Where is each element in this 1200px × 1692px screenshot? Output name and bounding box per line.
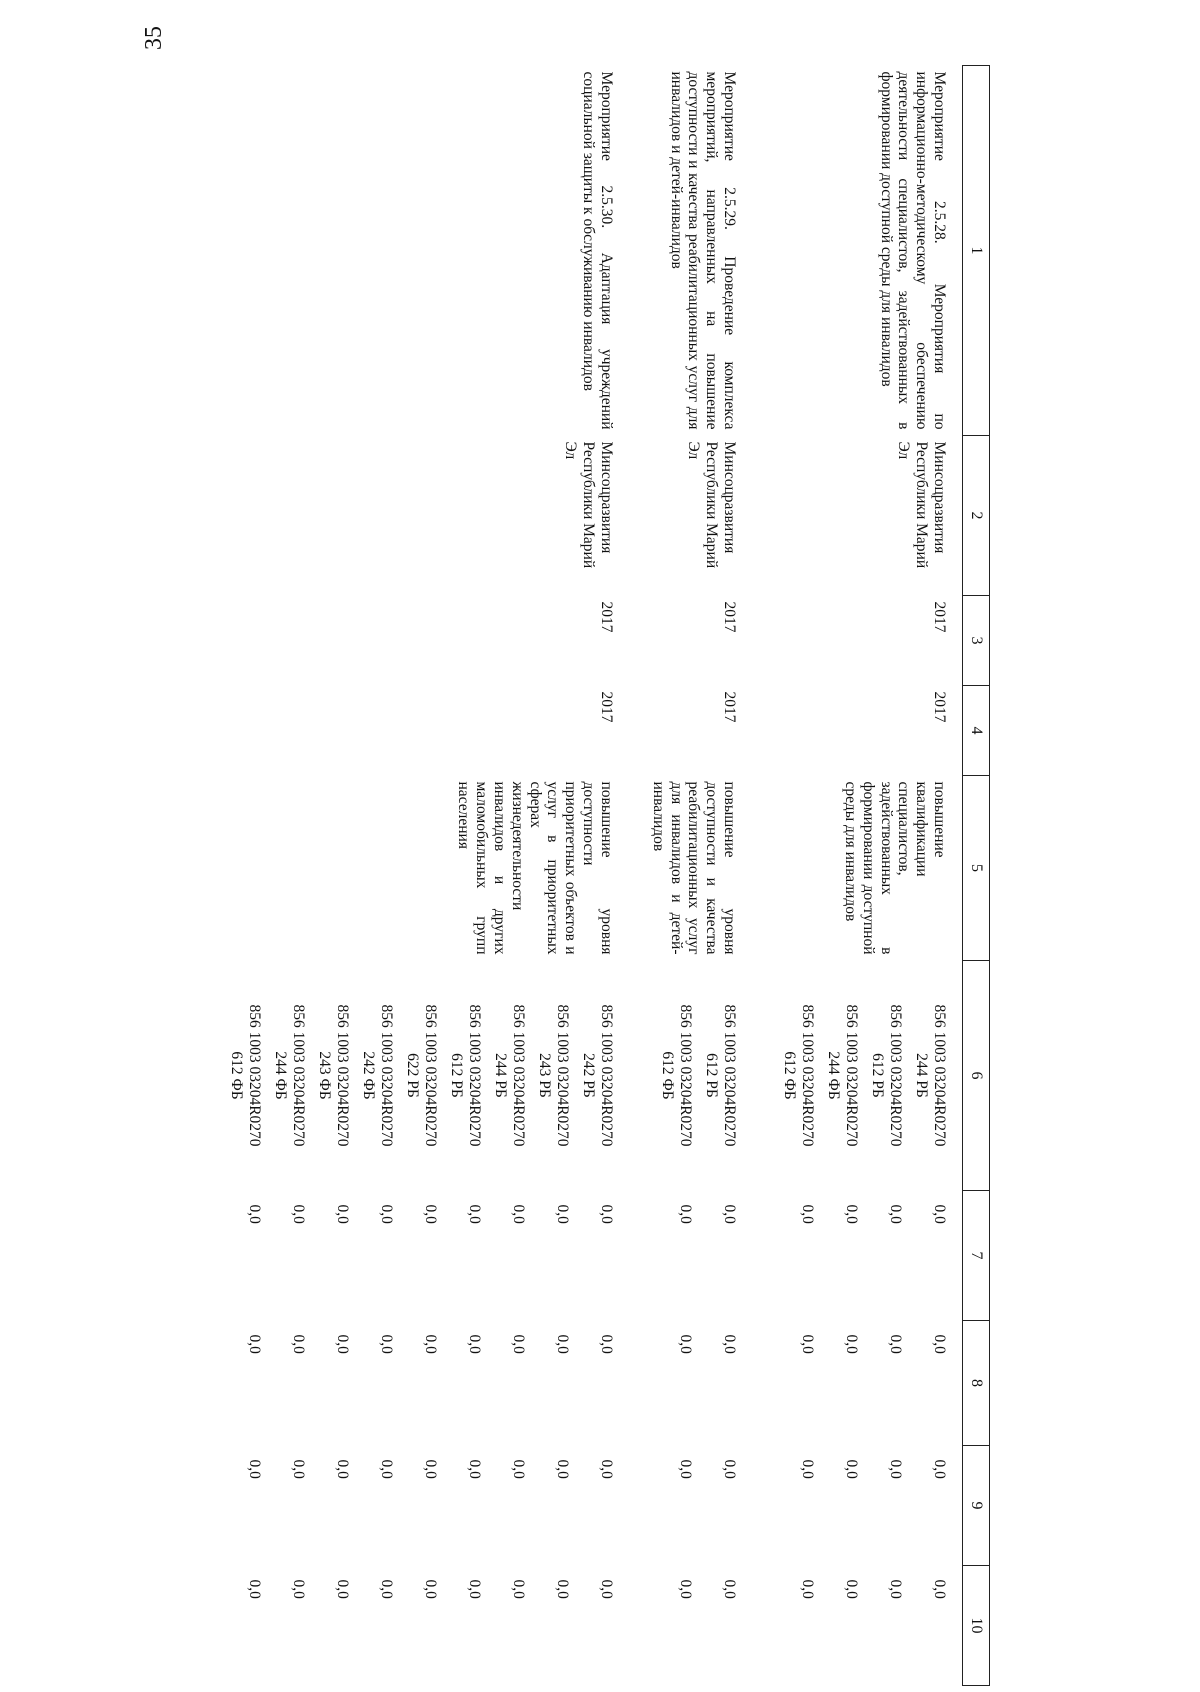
page-number: 35 xyxy=(141,26,167,50)
value-cell: 0,0 xyxy=(245,1334,263,1354)
budget-code-suffix: 243 РБ xyxy=(536,1053,554,1098)
budget-code: 856 1003 03204R0270 xyxy=(421,1004,439,1147)
value-cell: 0,0 xyxy=(421,1459,439,1479)
budget-code-suffix: 612 ФБ xyxy=(781,1051,799,1100)
value-cell: 0,0 xyxy=(465,1204,483,1224)
executor: Минсоцразвития Республики Марий Эл xyxy=(685,441,738,569)
value-col-7 xyxy=(215,1191,645,1321)
value-cell: 0,0 xyxy=(931,1204,948,1224)
budget-code-suffix: 244 РБ xyxy=(913,1053,931,1098)
value-cell: 0,0 xyxy=(377,1459,395,1479)
expected-result: повышение квалификации специалистов, задействованных в формировании доступной среды для инвалидов xyxy=(841,781,948,955)
value-cell: 0,0 xyxy=(931,1459,948,1479)
col-header-9: 9 xyxy=(963,1446,990,1566)
value-cell: 0,0 xyxy=(799,1204,816,1224)
value-col-8 xyxy=(215,1321,645,1446)
budget-code-entry xyxy=(650,967,694,1185)
value-cell: 0,0 xyxy=(333,1579,351,1599)
value-cell: 0,0 xyxy=(677,1459,694,1479)
value-cell: 0,0 xyxy=(245,1204,263,1224)
value-cell: 0,0 xyxy=(843,1334,860,1354)
value-cell: 0,0 xyxy=(677,1579,694,1599)
start-year: 2017 xyxy=(597,601,615,633)
budget-code-suffix: 612 РБ xyxy=(703,1053,721,1098)
value-cell: 0,0 xyxy=(421,1204,439,1224)
value-cell: 0,0 xyxy=(677,1334,694,1354)
budget-codes xyxy=(215,961,645,1191)
value-cell: 0,0 xyxy=(553,1459,571,1479)
budget-code-entry xyxy=(571,967,615,1185)
budget-code: 856 1003 03204R0270 xyxy=(553,1004,571,1147)
col-header-7: 7 xyxy=(963,1191,990,1321)
budget-code-entry xyxy=(219,967,263,1185)
value-col-10 xyxy=(645,1566,768,1686)
budget-code: 856 1003 03204R0270 xyxy=(509,1004,527,1147)
budget-code: 856 1003 03204R0270 xyxy=(597,1004,615,1147)
budget-codes xyxy=(645,961,768,1191)
col-header-8: 8 xyxy=(963,1321,990,1446)
value-cell: 0,0 xyxy=(677,1204,694,1224)
value-cell: 0,0 xyxy=(553,1334,571,1354)
value-col-9 xyxy=(215,1446,645,1566)
col-header-2: 2 xyxy=(963,436,990,596)
value-cell: 0,0 xyxy=(597,1204,615,1224)
budget-code-entry xyxy=(483,967,527,1185)
value-cell: 0,0 xyxy=(245,1459,263,1479)
value-cell: 0,0 xyxy=(289,1459,307,1479)
budget-code-entry xyxy=(816,967,860,1185)
col-header-1: 1 xyxy=(963,66,990,436)
value-cell: 0,0 xyxy=(887,1334,904,1354)
budget-code-entry xyxy=(307,967,351,1185)
budget-code-suffix: 622 РБ xyxy=(404,1053,422,1098)
value-col-10 xyxy=(768,1566,963,1686)
executor: Минсоцразвития Республики Марий Эл xyxy=(562,441,615,569)
budget-code: 856 1003 03204R0270 xyxy=(465,1004,483,1147)
value-cell: 0,0 xyxy=(843,1204,860,1224)
start-year: 2017 xyxy=(931,601,948,633)
col-header-3: 3 xyxy=(963,596,990,686)
executor: Минсоцразвития Республики Марий Эл xyxy=(895,441,948,569)
budget-code-entry xyxy=(860,967,904,1185)
value-cell: 0,0 xyxy=(597,1334,615,1354)
col-header-6: 6 xyxy=(963,961,990,1191)
value-cell: 0,0 xyxy=(553,1579,571,1599)
program-table xyxy=(215,65,990,1686)
budget-code: 856 1003 03204R0270 xyxy=(887,1004,904,1147)
budget-code-suffix: 242 ФБ xyxy=(360,1051,378,1100)
value-cell: 0,0 xyxy=(509,1334,527,1354)
value-cell: 0,0 xyxy=(421,1579,439,1599)
value-cell: 0,0 xyxy=(887,1579,904,1599)
value-cell: 0,0 xyxy=(465,1579,483,1599)
value-cell: 0,0 xyxy=(289,1204,307,1224)
activity-name: Мероприятие 2.5.29. Проведение комплекса мероприятий, направленных на повышение доступности и качества реабилитационных услуг для инвалидов и детей-инвалидов xyxy=(667,71,738,430)
col-header-4: 4 xyxy=(963,686,990,776)
value-cell: 0,0 xyxy=(245,1579,263,1599)
budget-code-entry xyxy=(439,967,483,1185)
rotated-table-sheet xyxy=(230,65,990,1685)
start-year: 2017 xyxy=(721,601,738,633)
activity-name: Мероприятие 2.5.30. Адаптация учреждений социальной защиты к обслуживанию инвалидов xyxy=(580,71,615,430)
budget-code: 856 1003 03204R0270 xyxy=(799,1004,816,1147)
budget-code-suffix: 612 РБ xyxy=(869,1053,887,1098)
value-cell: 0,0 xyxy=(465,1334,483,1354)
value-cell: 0,0 xyxy=(509,1459,527,1479)
table-row xyxy=(645,66,768,1686)
col-header-10: 10 xyxy=(963,1566,990,1686)
value-cell: 0,0 xyxy=(799,1334,816,1354)
value-cell: 0,0 xyxy=(799,1579,816,1599)
end-year: 2017 xyxy=(931,691,948,723)
value-cell: 0,0 xyxy=(799,1459,816,1479)
budget-code-suffix: 244 ФБ xyxy=(825,1051,843,1100)
value-col-7 xyxy=(645,1191,768,1321)
budget-code-entry xyxy=(351,967,395,1185)
budget-code-entry xyxy=(694,967,738,1185)
value-cell: 0,0 xyxy=(509,1579,527,1599)
value-cell: 0,0 xyxy=(597,1579,615,1599)
value-col-10 xyxy=(215,1566,645,1686)
value-cell: 0,0 xyxy=(887,1459,904,1479)
value-cell: 0,0 xyxy=(333,1334,351,1354)
header-row xyxy=(963,66,990,1686)
budget-code-suffix: 243 ФБ xyxy=(316,1051,334,1100)
budget-code-entry xyxy=(772,967,816,1185)
budget-code-suffix: 244 РБ xyxy=(492,1053,510,1098)
budget-codes xyxy=(768,961,963,1191)
value-cell: 0,0 xyxy=(377,1579,395,1599)
expected-result: повышение уровня доступности приоритетных объектов и услуг в приоритетных сферах жизнедеятельности инвалидов и других маломобильных групп населения xyxy=(455,781,615,955)
budget-code-entry xyxy=(263,967,307,1185)
value-cell: 0,0 xyxy=(377,1204,395,1224)
value-cell: 0,0 xyxy=(377,1334,395,1354)
value-col-9 xyxy=(768,1446,963,1566)
value-col-9 xyxy=(645,1446,768,1566)
expected-result: повышение уровня доступности и качества реабилитационных услуг для инвалидов и детей-инвалидов xyxy=(649,781,738,955)
col-header-5: 5 xyxy=(963,776,990,961)
value-cell: 0,0 xyxy=(931,1334,948,1354)
value-cell: 0,0 xyxy=(421,1334,439,1354)
budget-code: 856 1003 03204R0270 xyxy=(721,1004,738,1147)
activity-name: Мероприятие 2.5.28. Мероприятия по информационно-методическому обеспечению деятельности специалистов, задействованных в формировании доступной среды для инвалидов xyxy=(877,71,948,430)
value-cell: 0,0 xyxy=(887,1204,904,1224)
end-year: 2017 xyxy=(721,691,738,723)
budget-code: 856 1003 03204R0270 xyxy=(245,1004,263,1147)
value-cell: 0,0 xyxy=(333,1204,351,1224)
budget-code: 856 1003 03204R0270 xyxy=(931,1004,948,1147)
value-cell: 0,0 xyxy=(553,1204,571,1224)
budget-code-suffix: 244 ФБ xyxy=(272,1051,290,1100)
table-row xyxy=(215,66,645,1686)
value-cell: 0,0 xyxy=(721,1579,738,1599)
budget-code: 856 1003 03204R0270 xyxy=(677,1004,694,1147)
value-cell: 0,0 xyxy=(597,1459,615,1479)
value-cell: 0,0 xyxy=(289,1579,307,1599)
value-cell: 0,0 xyxy=(289,1334,307,1354)
value-cell: 0,0 xyxy=(333,1459,351,1479)
budget-code: 856 1003 03204R0270 xyxy=(377,1004,395,1147)
value-cell: 0,0 xyxy=(465,1459,483,1479)
value-cell: 0,0 xyxy=(931,1579,948,1599)
budget-code-entry xyxy=(395,967,439,1185)
budget-code-entry xyxy=(527,967,571,1185)
value-cell: 0,0 xyxy=(843,1579,860,1599)
value-cell: 0,0 xyxy=(843,1459,860,1479)
budget-code: 856 1003 03204R0270 xyxy=(843,1004,860,1147)
end-year: 2017 xyxy=(597,691,615,723)
budget-code-suffix: 612 ФБ xyxy=(228,1051,246,1100)
budget-code: 856 1003 03204R0270 xyxy=(333,1004,351,1147)
value-cell: 0,0 xyxy=(721,1459,738,1479)
value-cell: 0,0 xyxy=(721,1204,738,1224)
budget-code-suffix: 612 ФБ xyxy=(659,1051,677,1100)
value-cell: 0,0 xyxy=(721,1334,738,1354)
budget-code-entry xyxy=(904,967,948,1185)
value-col-8 xyxy=(645,1321,768,1446)
budget-code-suffix: 612 РБ xyxy=(448,1053,466,1098)
value-cell: 0,0 xyxy=(509,1204,527,1224)
value-col-7 xyxy=(768,1191,963,1321)
budget-code: 856 1003 03204R0270 xyxy=(289,1004,307,1147)
table-row xyxy=(768,66,963,1686)
budget-code-suffix: 242 РБ xyxy=(580,1053,598,1098)
value-col-8 xyxy=(768,1321,963,1446)
